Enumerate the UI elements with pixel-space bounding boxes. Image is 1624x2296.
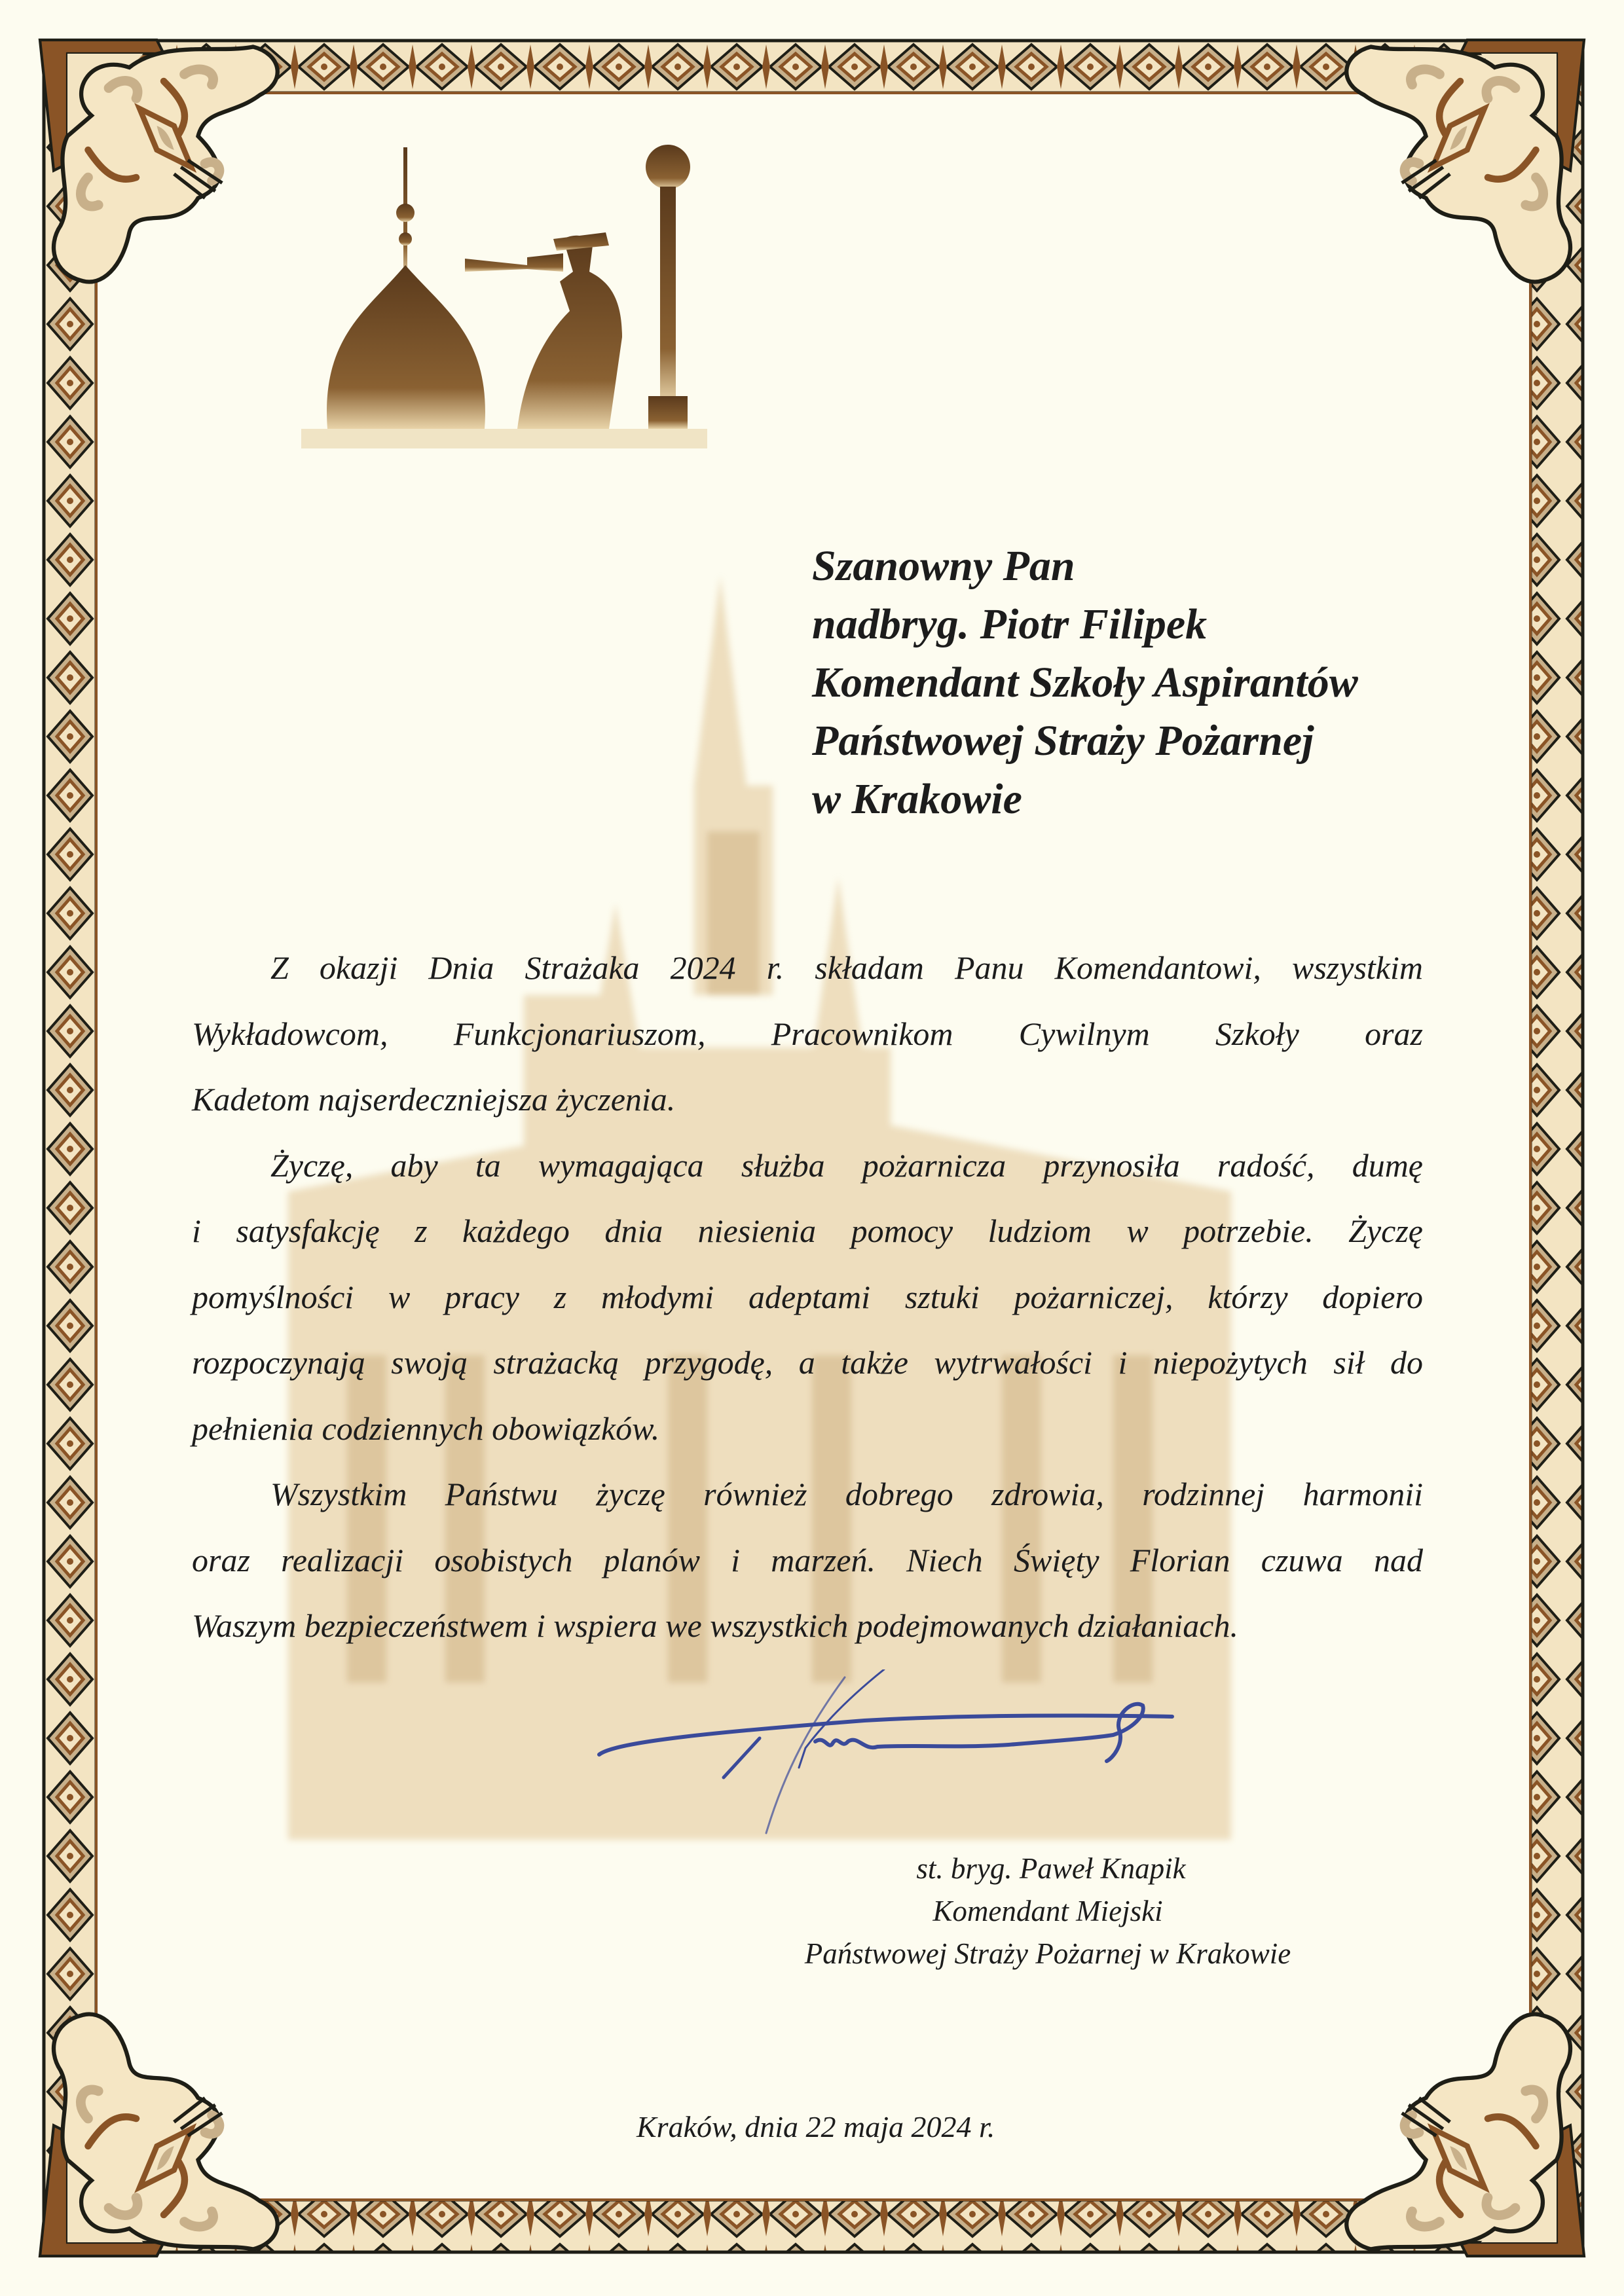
signatory-name: st. bryg. Paweł Knapik	[916, 1852, 1186, 1885]
text-line: Kadetom najserdeczniejsza życzenia.	[192, 1081, 676, 1118]
text-line: oraz realizacji osobistych planów i marzeń. Niech Święty Florian czuwa nad	[192, 1541, 1423, 1578]
recipient-title: Komendant Szkoły Aspirantów	[812, 659, 1358, 706]
text-line: pełnienia codziennych obowiązków.	[192, 1410, 660, 1447]
text-line: rozpoczynają swoją strażacką przygodę, a także wytrwałości i niepożytych sił do	[192, 1344, 1423, 1381]
text-line: Waszym bezpieczeństwem i wspiera we wszystkich podejmowanych działaniach.	[192, 1607, 1238, 1644]
paragraph	[192, 1461, 1423, 1659]
paragraph	[192, 1133, 1423, 1462]
signatory-block	[720, 1848, 1375, 1975]
letter-date: Kraków, dnia 22 maja 2024 r.	[637, 2110, 995, 2143]
text-line: Wykładowcom, Funkcjonariuszom, Pracownikom Cywilnym Szkoły oraz	[192, 1015, 1423, 1052]
text-line: Wszystkim Państwu życzę również dobrego zdrowia, rodzinnej harmonii	[270, 1476, 1423, 1512]
signatory-organization: Państwowej Straży Pożarnej w Krakowie	[804, 1937, 1291, 1970]
text-line: Życzę, aby ta wymagająca służba pożarnicza przynosiła radość, dumę	[270, 1146, 1423, 1184]
recipient-organization: Państwowej Straży Pożarnej	[812, 717, 1314, 765]
handwritten-signature	[589, 1669, 1270, 1853]
trumpeter-illustration	[301, 141, 733, 448]
paragraph	[192, 935, 1423, 1133]
text-line: i satysfakcję z każdego dnia niesienia pomocy ludziom w potrzebie. Życzę	[192, 1212, 1423, 1249]
letter-body	[192, 935, 1423, 1659]
text-line: Z okazji Dnia Strażaka 2024 r. składam Panu Komendantowi, wszystkim	[270, 949, 1423, 986]
recipient-address	[812, 537, 1358, 828]
recipient-name: nadbryg. Piotr Filipek	[812, 600, 1208, 648]
recipient-salutation: Szanowny Pan	[812, 542, 1075, 590]
text-line: pomyślności w pracy z młodymi adeptami sztuki pożarniczej, którzy dopiero	[192, 1278, 1423, 1315]
signatory-title: Komendant Miejski	[932, 1895, 1163, 1927]
recipient-city: w Krakowie	[812, 775, 1022, 823]
